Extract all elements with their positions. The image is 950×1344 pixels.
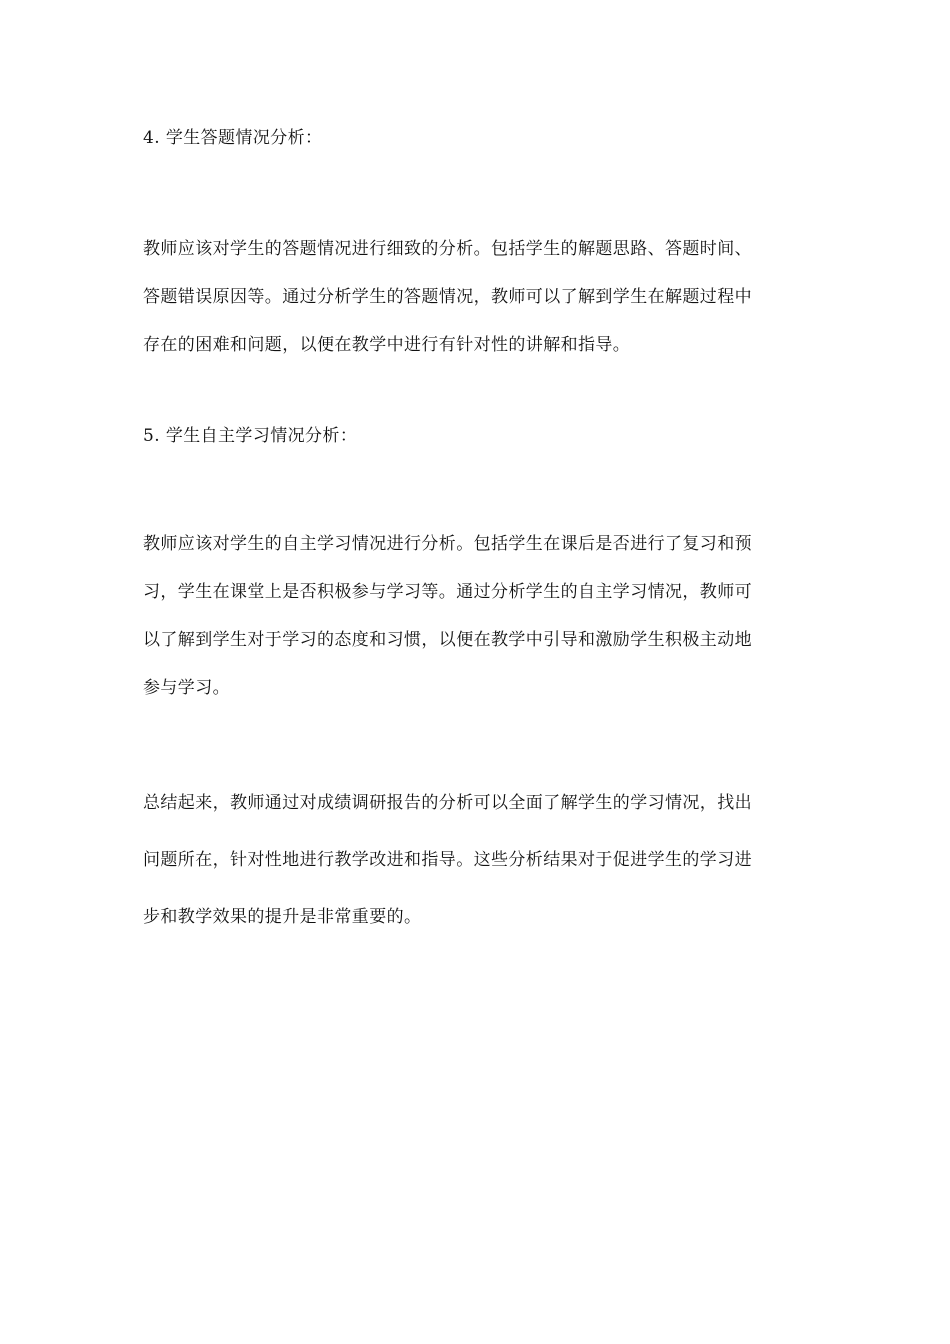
- paragraph-line: 参与学习。: [143, 678, 230, 698]
- paragraph-line: 答题错误原因等。通过分析学生的答题情况，教师可以了解到学生在解题过程中: [143, 287, 752, 307]
- section-4-paragraph: [143, 225, 813, 369]
- paragraph-line: 问题所在，针对性地进行教学改进和指导。这些分析结果对于促进学生的学习进: [143, 850, 752, 870]
- paragraph-line: 教师应该对学生的答题情况进行细致的分析。包括学生的解题思路、答题时间、: [143, 239, 752, 259]
- paragraph-line: 步和教学效果的提升是非常重要的。: [143, 907, 422, 927]
- paragraph-line: 存在的困难和问题，以便在教学中进行有针对性的讲解和指导。: [143, 335, 631, 355]
- section-5-heading: [143, 424, 813, 448]
- paragraph-line: 习，学生在课堂上是否积极参与学习等。通过分析学生的自主学习情况，教师可: [143, 582, 752, 602]
- heading-text: 5. 学生自主学习情况分析：: [143, 426, 358, 446]
- paragraph-line: 总结起来，教师通过对成绩调研报告的分析可以全面了解学生的学习情况，找出: [143, 793, 752, 813]
- paragraph-line: 教师应该对学生的自主学习情况进行分析。包括学生在课后是否进行了复习和预: [143, 534, 752, 554]
- paragraph-line: 以了解到学生对于学习的态度和习惯，以便在教学中引导和激励学生积极主动地: [143, 630, 752, 650]
- summary-paragraph: [143, 775, 813, 946]
- heading-text: 4. 学生答题情况分析：: [143, 128, 323, 148]
- section-5-paragraph: [143, 520, 813, 712]
- section-4-heading: [143, 126, 813, 150]
